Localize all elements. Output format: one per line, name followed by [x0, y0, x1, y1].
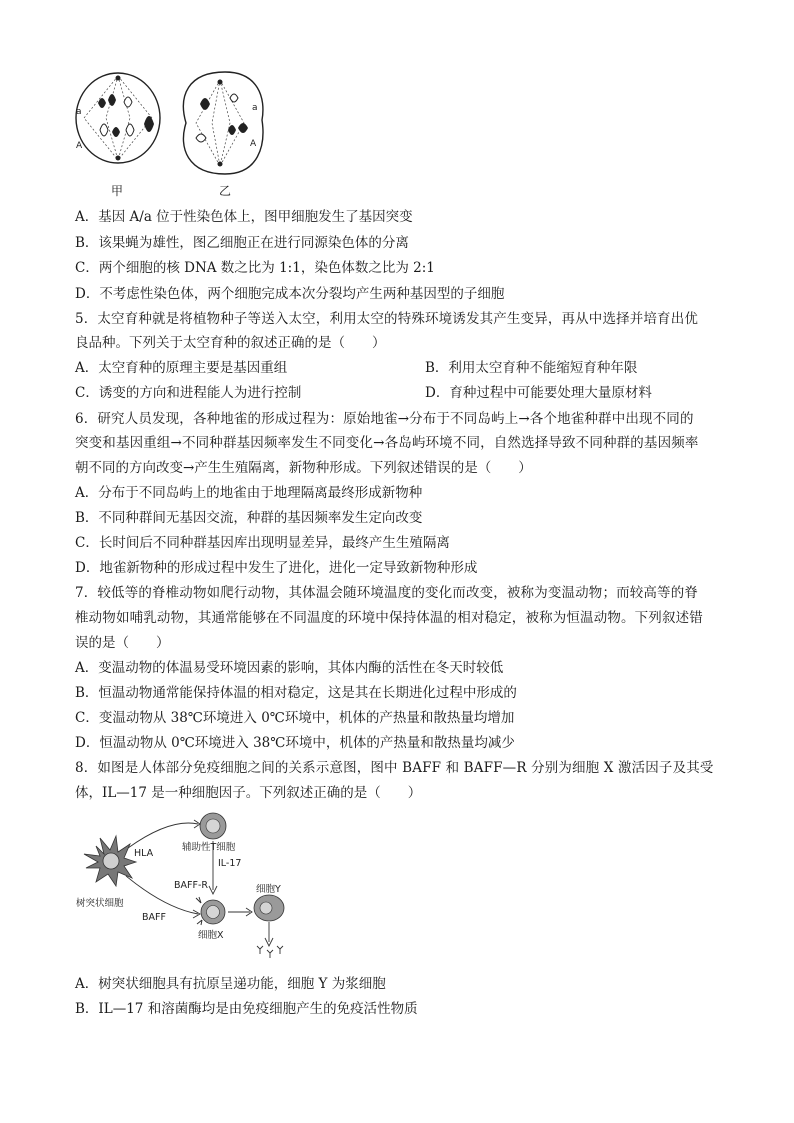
q7-option-c: C．变温动物从 38℃环境进入 0℃环境中，机体的产热量和散热量均增加	[75, 710, 515, 726]
immune-cell-diagram	[70, 808, 300, 966]
label-cell-x: 细胞X	[198, 930, 224, 941]
label-cell-y: 细胞Y	[256, 884, 281, 895]
q5-options-row2	[75, 384, 652, 402]
q4-option-a: A．基因 A/a 位于性染色体上，图甲细胞发生了基因突变	[75, 209, 413, 225]
cell-jia	[76, 73, 160, 163]
q6-option-b: B．不同种群间无基因交流，种群的基因频率发生定向改变	[75, 510, 423, 526]
label-il17: IL-17	[218, 858, 242, 869]
q7-option-d: D．恒温动物从 0℃环境进入 38℃环境中，机体的产热量和散热量均减少	[75, 735, 515, 751]
cell-x	[196, 897, 225, 925]
gene-label-A-yi: A	[250, 139, 257, 149]
q8-option-b: B．IL—17 和溶菌酶均是由免疫细胞产生的免疫活性物质	[75, 1001, 418, 1017]
gene-label-A-jia: A	[76, 141, 83, 151]
q6-stem-line1: 6．研究人员发现，各种地雀的形成过程为：原始地雀→分布于不同岛屿上→各个地雀种群中出现不同的	[75, 411, 694, 427]
q5-option-a: A．太空育种的原理主要是基因重组	[75, 360, 288, 376]
cell-yi	[183, 72, 263, 174]
dendritic-cell	[84, 836, 136, 886]
label-hla: HLA	[134, 848, 154, 859]
q5-option-c: C．诱变的方向和进程能人为进行控制	[75, 385, 302, 401]
q5-stem-line2: 良品种。下列关于太空育种的叙述正确的是（ ）	[75, 335, 386, 351]
cell-y	[254, 895, 284, 921]
helper-t-cell	[200, 813, 226, 839]
q7-option-a: A．变温动物的体温易受环境因素的影响，其体内酶的活性在冬天时较低	[75, 660, 504, 676]
q8-option-a: A．树突状细胞具有抗原呈递功能，细胞 Y 为浆细胞	[75, 976, 386, 992]
figure-label-yi: 乙	[219, 184, 232, 198]
q5-option-b: B．利用太空育种不能缩短育种年限	[425, 360, 638, 376]
q6-stem-line3: 朝不同的方向改变→产生生殖隔离，新物种形成。下列叙述错误的是（ ）	[75, 460, 532, 476]
label-baff: BAFF	[142, 912, 166, 923]
q7-stem-line3: 误的是（ ）	[75, 635, 170, 651]
q6-option-c: C．长时间后不同种群基因库出现明显差异，最终产生生殖隔离	[75, 535, 450, 551]
q7-stem-line1: 7．较低等的脊椎动物如爬行动物，其体温会随环境温度的变化而改变，被称为变温动物；而较高等的脊	[75, 585, 698, 601]
label-baff-r: BAFF-R	[174, 880, 208, 891]
gene-label-a-yi: a	[252, 103, 258, 113]
q6-option-d: D．地雀新物种的形成过程中发生了进化，进化一定导致新物种形成	[75, 560, 478, 576]
q8-stem-line1: 8．如图是人体部分免疫细胞之间的关系示意图，图中 BAFF 和 BAFF—R 分别为细胞 X 激活因子及其受	[75, 760, 714, 776]
q8-stem-line2: 体，IL—17 是一种细胞因子。下列叙述正确的是（ ）	[75, 785, 422, 801]
gene-label-a-jia: a	[76, 107, 82, 117]
q6-stem-line2: 突变和基因重组→不同种群基因频率发生不同变化→各岛屿环境不同，自然选择导致不同种群的基因频率	[75, 435, 699, 451]
label-helper-t-cell: 辅助性T细胞	[182, 842, 236, 853]
q5-options-row1	[75, 359, 638, 377]
q4-option-b: B．该果蝇为雄性，图乙细胞正在进行同源染色体的分离	[75, 235, 409, 251]
label-dendritic-cell: 树突状细胞	[76, 898, 124, 909]
q5-stem-line1: 5．太空育种就是将植物种子等送入太空，利用太空的特殊环境诱发其产生变异，再从中选择并培育出优	[75, 311, 698, 327]
cell-division-figure	[70, 68, 270, 200]
q6-option-a: A．分布于不同岛屿上的地雀由于地理隔离最终形成新物种	[75, 485, 423, 501]
figure-label-jia: 甲	[111, 184, 124, 198]
q4-option-c: C．两个细胞的核 DNA 数之比为 1:1，染色体数之比为 2:1	[75, 260, 435, 276]
q7-stem-line2: 椎动物如哺乳动物，其通常能够在不同温度的环境中保持体温的相对稳定，被称为恒温动物。下列叙述错	[75, 610, 703, 626]
q7-option-b: B．恒温动物通常能保持体温的相对稳定，这是其在长期进化过程中形成的	[75, 685, 517, 701]
q4-option-d: D．不考虑性染色体，两个细胞完成本次分裂均产生两种基因型的子细胞	[75, 286, 505, 302]
q5-option-d: D．育种过程中可能要处理大量原材料	[425, 385, 652, 401]
antibody-icons	[257, 946, 283, 958]
